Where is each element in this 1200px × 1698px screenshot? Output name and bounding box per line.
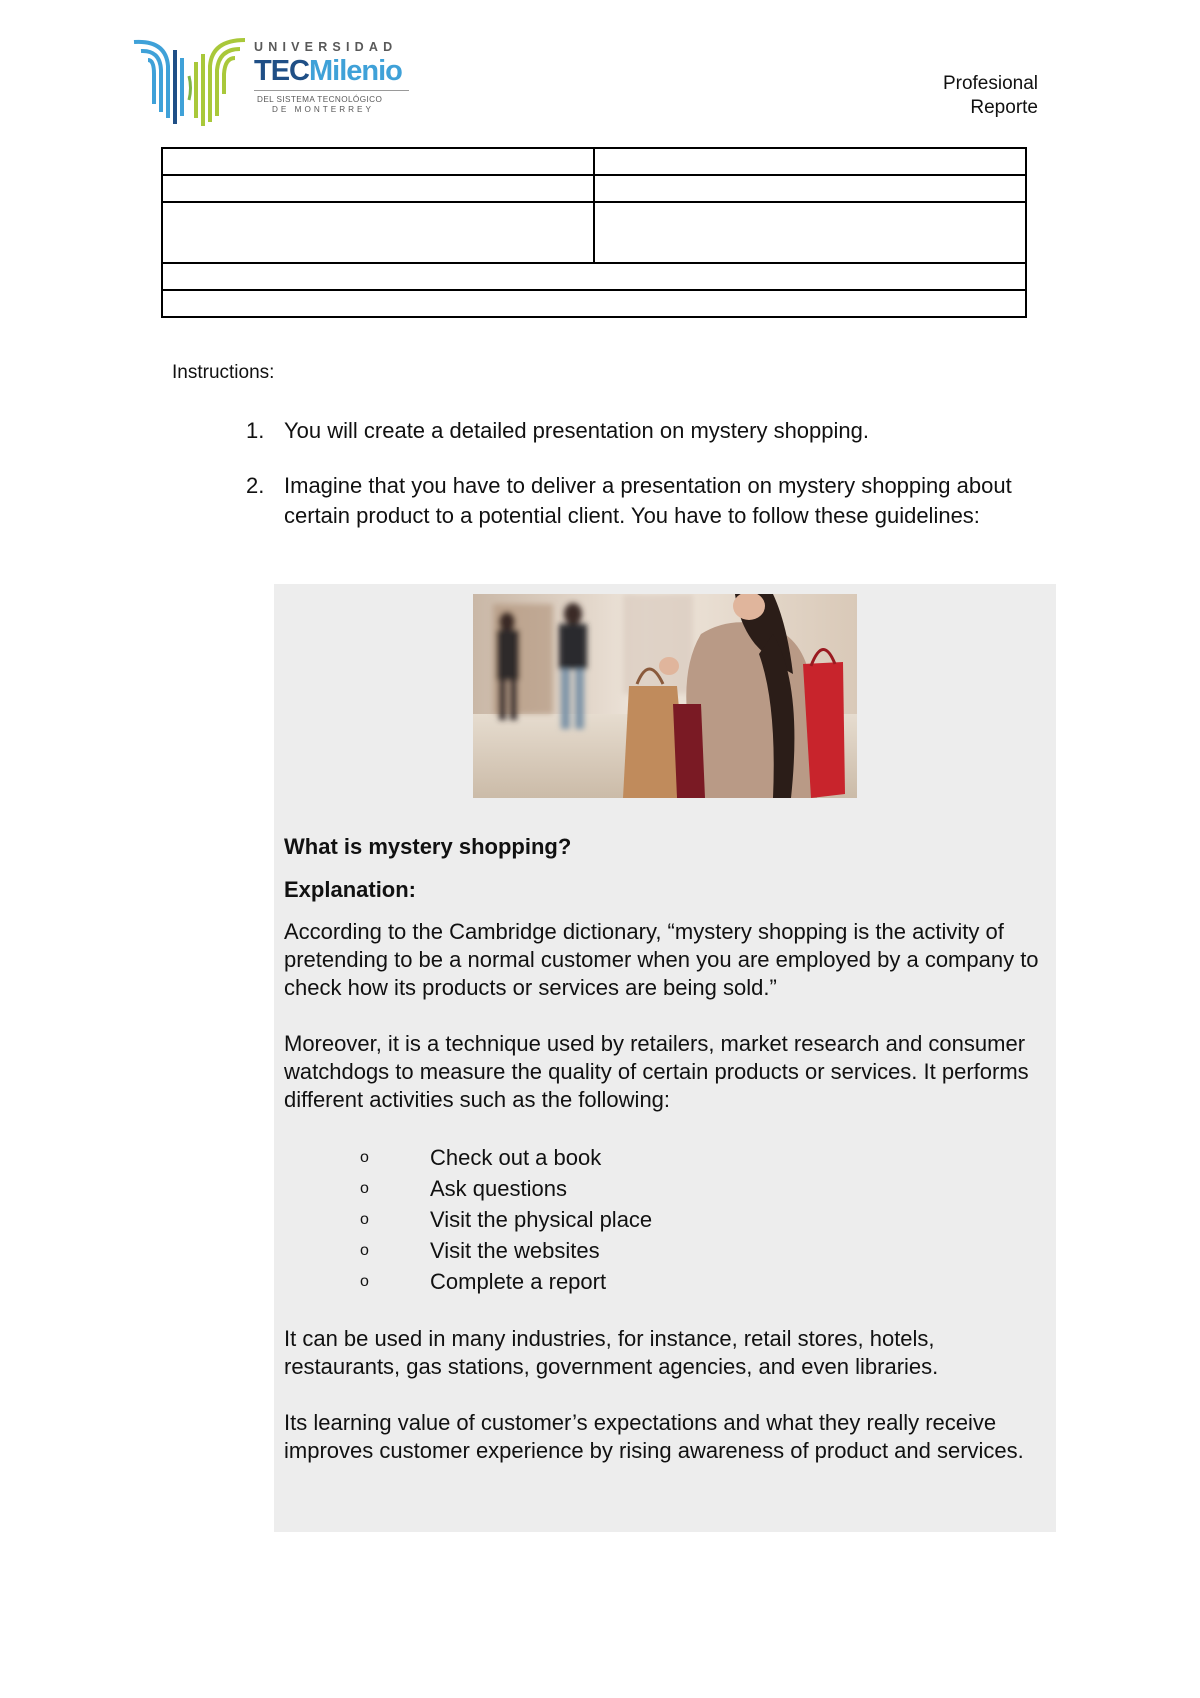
list-item-text: Ask questions (430, 1176, 567, 1201)
logo-line-sistema: DEL SISTEMA TECNOLÓGICO (257, 95, 383, 104)
list-item (284, 1266, 1049, 1297)
logo-line-universidad: UNIVERSIDAD (254, 40, 398, 54)
header-line-profesional: Profesional (942, 73, 1038, 94)
list-item (284, 1142, 1049, 1173)
list-item-text: Visit the physical place (430, 1207, 653, 1232)
table-row (162, 148, 1026, 175)
logo-line-tecmilenio (254, 55, 424, 87)
table-row (162, 175, 1026, 202)
content-box (274, 584, 1056, 1532)
bullet-circle-icon: o (360, 1273, 369, 1290)
table-cell[interactable] (162, 175, 594, 202)
instructions-label: Instructions: (172, 362, 275, 383)
list-item-text: Check out a book (430, 1145, 602, 1170)
header-doc-type (943, 72, 1038, 120)
table-cell[interactable] (162, 202, 594, 263)
list-item (284, 1235, 1049, 1266)
list-item (246, 416, 1036, 446)
table-cell[interactable] (162, 148, 594, 175)
explanation-label: Explanation: (284, 877, 417, 902)
bullet-circle-icon: o (360, 1211, 369, 1228)
logo-line-monterrey: DE MONTERREY (272, 105, 374, 114)
paragraph-learning-value: Its learning value of customer’s expectations and what they really receive improves customer experience by rising awareness of product and services. (284, 1410, 1024, 1463)
shopping-photo (473, 594, 857, 798)
list-item (284, 1204, 1049, 1235)
paragraph-industries: It can be used in many industries, for instance, retail stores, hotels, restaurants, gas stations, government agencies, and even libraries. (284, 1326, 939, 1379)
logo-divider (254, 90, 409, 91)
table-cell[interactable] (162, 263, 1026, 290)
bullet-circle-icon: o (360, 1149, 369, 1166)
table-row (162, 263, 1026, 290)
logo-wordmark (254, 40, 424, 115)
table-row (162, 290, 1026, 317)
list-item (246, 471, 1036, 531)
header-line-reporte: Reporte (970, 97, 1038, 118)
bullet-circle-icon: o (360, 1242, 369, 1259)
section-question: What is mystery shopping? (284, 834, 572, 859)
logo-emblem-icon (132, 36, 247, 128)
table-cell[interactable] (594, 175, 1026, 202)
table-cell[interactable] (594, 202, 1026, 263)
box-text-content (284, 832, 1049, 1465)
table-row (162, 202, 1026, 263)
logo-milenio: Milenio (309, 55, 402, 87)
activities-list (284, 1142, 1049, 1297)
student-info-table (161, 147, 1027, 318)
instruction-steps (246, 416, 1036, 556)
paragraph-definition: According to the Cambridge dictionary, “mystery shopping is the activity of pretending to be a normal customer when you are employed by a company to check how its products or services are being sold.” (284, 919, 1039, 1000)
step-text: You will create a detailed presentation on mystery shopping. (284, 418, 869, 443)
logo-tec: TEC (254, 55, 309, 87)
step-number: 1. (246, 418, 265, 443)
table-cell[interactable] (594, 148, 1026, 175)
bullet-circle-icon: o (360, 1180, 369, 1197)
paragraph-technique: Moreover, it is a technique used by retailers, market research and consumer watchdogs to measure the quality of certain products or services. It performs different activities such as the following: (284, 1031, 1029, 1112)
table-cell[interactable] (162, 290, 1026, 317)
university-logo (132, 36, 417, 128)
list-item-text: Visit the websites (430, 1238, 600, 1263)
step-number: 2. (246, 473, 265, 498)
list-item-text: Complete a report (430, 1269, 607, 1294)
step-text: Imagine that you have to deliver a presentation on mystery shopping about certain product to a potential client. You have to follow these guidelines: (284, 473, 1012, 528)
list-item (284, 1173, 1049, 1204)
